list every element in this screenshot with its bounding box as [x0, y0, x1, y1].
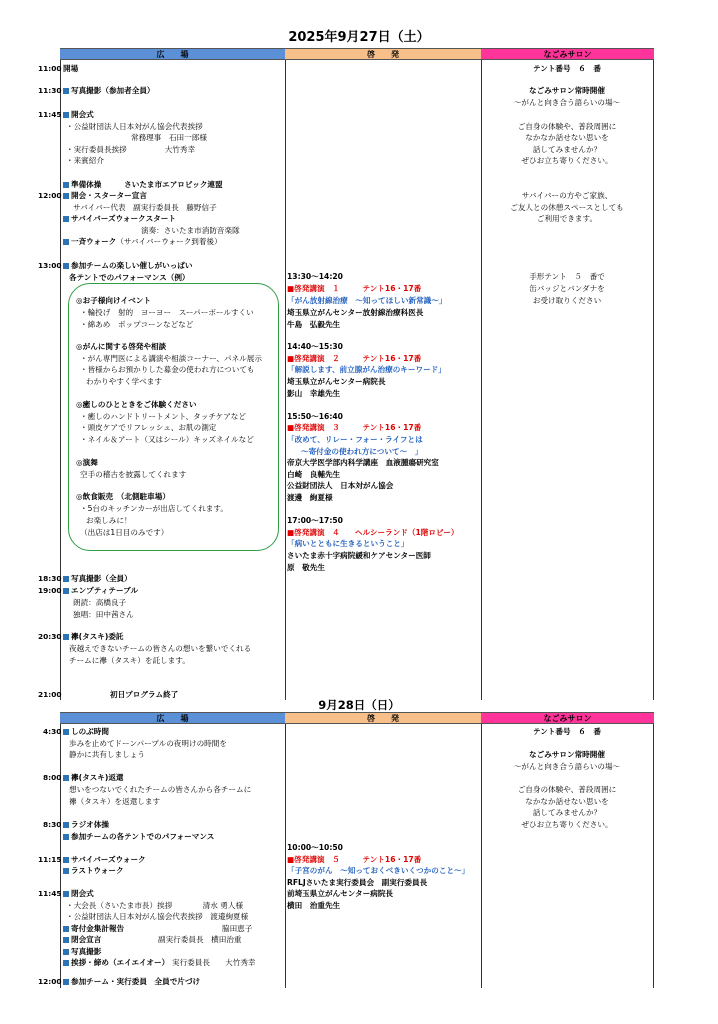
day1-salon-d4: ぜひお立ち寄りください。 [521, 156, 613, 165]
day1-ceremony-3: ・実行委員長挨拶 大竹秀幸 [66, 145, 196, 154]
day1-tasuki-row [63, 633, 124, 641]
day1-salon-b3: お受け取りください [532, 296, 602, 305]
day2-clean-row [63, 978, 200, 986]
square-bullet-icon [63, 775, 69, 781]
day1-header-keihatsu: 啓 発 [285, 48, 481, 60]
day2-photo-row [63, 948, 101, 956]
day2-header-keihatsu: 啓 発 [285, 712, 481, 724]
day2-donation: 寄付金集計報告 [71, 924, 125, 933]
lecture1-aff: 埼玉県立がんセンター放射線治療科医長 [287, 308, 424, 317]
day1-starter-sub: サバイバー代表 副実行委員長 藤野信子 [73, 203, 217, 212]
day2-photo: 写真撮影 [71, 947, 102, 956]
square-bullet-icon [63, 937, 69, 943]
square-bullet-icon [63, 216, 69, 222]
day1-salon-open-sub: ～がんと向き合う語らいの場～ [513, 98, 621, 107]
day2-lastwalk-row [63, 867, 124, 875]
day1-end: 初日プログラム終了 [110, 690, 179, 699]
day2-radio: ラジオ体操 [71, 820, 109, 829]
day1-tasuki: 襷(タスキ)委託 [71, 632, 124, 641]
lecture3-head: ■啓発講演 ３ テント16・17番 [287, 423, 422, 432]
day2-donation-row [63, 925, 124, 933]
day2-tasuki-2: 襷（タスキ）を返還します [69, 797, 161, 806]
day1-time-1145: 11:45 [38, 110, 62, 119]
lecture2-title: 「解説します、前立腺がん治療のキーワード」 [287, 365, 446, 374]
lecture1-head: ■啓発講演 １ テント16・17番 [287, 284, 422, 293]
day2-time-1145: 11:45 [38, 889, 62, 898]
day1-cancer-3: わかりやすく学べます [86, 377, 162, 386]
day1-tasuki-2: チームに襷（タスキ）を託します。 [69, 656, 190, 665]
day1-empty: エンプティテーブル [71, 586, 139, 595]
day1-time-1200: 12:00 [38, 191, 62, 200]
day1-divider-right [481, 60, 482, 700]
day1-time-1830: 18:30 [38, 574, 62, 583]
day1-photo2: 写真撮影（全員） [71, 574, 132, 583]
day1-karate-1: 空手の稽古を披露してくれます [80, 470, 187, 479]
day2-swalk: サバイバーズウォーク [71, 855, 146, 864]
day2-shinobu-row [63, 728, 109, 736]
day1-salon-open: なごみサロン常時開催 [529, 86, 605, 95]
day1-salon-s3: ご利用できます。 [536, 214, 598, 223]
day1-walk-row [63, 238, 222, 246]
day2-decl: 閉会宣言 [71, 935, 102, 944]
day2-greet: 挨拶・締め（エイエイオー） [71, 958, 170, 967]
square-bullet-icon [63, 868, 69, 874]
lecture3-name2: 渡邊 絢夏様 [287, 493, 333, 502]
day1-ceremony-1: ・公益財団法人日本対がん協会代表挨拶 [66, 122, 203, 131]
lecture5-title: 「子宮のがん ～知っておくべきいくつかのこと～」 [287, 866, 470, 875]
day2-closing-row [63, 890, 94, 898]
day1-header-hiroba: 広 場 [60, 48, 285, 60]
day2-header-hiroba: 広 場 [60, 712, 285, 724]
lecture3-aff2: 公益財団法人 日本対がん協会 [287, 481, 394, 490]
lecture4-aff: さいたま赤十字病院緩和ケアセンター医師 [287, 551, 431, 560]
day2-salon-open: なごみサロン常時開催 [529, 750, 605, 759]
square-bullet-icon [63, 588, 69, 594]
square-bullet-icon [63, 834, 69, 840]
square-bullet-icon [63, 891, 69, 897]
day2-title: 9月28日（日） [318, 698, 400, 712]
day1-empty-2: 独唱：田中茜さん [73, 610, 134, 619]
square-bullet-icon [63, 239, 69, 245]
day2-closing-2: ・公益財団法人日本対がん協会代表挨拶 渡邉絢夏様 [66, 912, 249, 921]
day1-salon-d3: 話してみませんか？ [532, 145, 602, 154]
day2-salon-d4: ぜひお立ち寄りください。 [521, 820, 613, 829]
lecture5-aff2: 前埼玉県立がんセンター病院長 [287, 889, 394, 898]
square-bullet-icon [63, 949, 69, 955]
day1-ceremony: 開会式 [71, 110, 94, 119]
day1-food-3: （出店は1日目のみです） [80, 528, 169, 537]
day1-open: 開場 [63, 64, 79, 73]
day1-cancer-1: ・がん専門医による講演や相談コーナー、パネル展示 [80, 354, 262, 363]
lecture2-name: 影山 幸雄先生 [287, 389, 341, 398]
day1-teams-row [63, 262, 193, 270]
lecture5-head: ■啓発講演 ５ テント16・17番 [287, 855, 422, 864]
day2-swalk-row [63, 856, 146, 864]
day2-perf: 参加チームの各テントでのパフォーマンス [71, 832, 215, 841]
day2-closing: 閉会式 [71, 889, 94, 898]
day1-kids-2: ・綿あめ ポップコーンなどなど [80, 320, 194, 329]
day1-salon-tent: テント番号 ６ 番 [533, 64, 601, 73]
lecture3-aff: 帝京大学医学部内科学講座 血液腫瘍研究室 [287, 458, 439, 467]
day1-starter: 開会・スターター宣言 [71, 191, 147, 200]
day2-tasuki-1: 想いをつないでくれたチームの皆さんから各チームに [69, 785, 252, 794]
day1-swalk-row [63, 215, 176, 223]
day1-exercise-row [63, 181, 223, 189]
day1-kids: ◎お子様向けイベント [76, 296, 151, 305]
lecture4-time: 17:00～17:50 [287, 516, 343, 525]
day1-time-1130: 11:30 [38, 86, 62, 95]
day1-photo-row [63, 87, 155, 95]
day1-relax: ◎癒しのひとときをご体験ください [76, 400, 197, 409]
square-bullet-icon [63, 960, 69, 966]
day1-empty-row [63, 587, 138, 595]
day1-divider-mid [285, 60, 286, 700]
day1-time-2030: 20:30 [38, 632, 62, 641]
day1-empty-1: 朗読：高橋良子 [73, 598, 127, 607]
day2-radio-row [63, 821, 109, 829]
day2-time-800: 8:00 [43, 773, 62, 782]
day1-salon-s2: ご友人との休憩スペースとしても [510, 203, 624, 212]
day2-time-430: 4:30 [43, 727, 62, 736]
lecture5-time: 10:00～10:50 [287, 843, 343, 852]
day2-decl-row [63, 936, 101, 944]
day2-shinobu-1: 歩みを止めてドーンパープルの夜明けの時間を [69, 739, 227, 748]
day1-relax-1: ・癒しのハンドトリートメント、タッチケアなど [80, 412, 246, 421]
square-bullet-icon [63, 576, 69, 582]
lecture4-head: ■啓発講演 ４ ヘルシーランド（1階ロビー） [287, 528, 459, 537]
day2-donation-name: 脇田恵子 [222, 924, 253, 933]
lecture5-name: 横田 治重先生 [287, 901, 341, 910]
day1-ceremony-row [63, 111, 94, 119]
day1-salon-b1: 手形テント ５ 番で [529, 272, 605, 281]
lecture1-time: 13:30～14:20 [287, 272, 343, 281]
lecture3-time: 15:50～16:40 [287, 412, 343, 421]
day1-exercise: 準備体操 さいたま市エアロビック連盟 [71, 180, 223, 189]
lecture4-title: 「病いとともに生きるということ」 [287, 539, 409, 548]
day2-salon-d1: ご自身の体験や、普段周囲に [517, 785, 617, 794]
day2-perf-row [63, 833, 214, 841]
lecture1-title: 「がん放射線治療 ～知ってほしい新常識～」 [287, 296, 447, 305]
day1-swalk-sub: 演奏：さいたま市消防音楽隊 [141, 226, 240, 235]
day2-salon-open-sub: ～がんと向き合う語らいの場～ [513, 762, 621, 771]
square-bullet-icon [63, 822, 69, 828]
day2-shinobu: しのぶ時間 [71, 727, 109, 736]
day2-salon-tent: テント番号 ６ 番 [533, 727, 601, 736]
day2-shinobu-2: 静かに共有しましょう [69, 750, 145, 759]
lecture4-name: 原 敬先生 [287, 563, 325, 572]
lecture2-head: ■啓発講演 ２ テント16・17番 [287, 354, 422, 363]
day1-food: ◎飲食販売 （北側駐車場） [76, 492, 170, 501]
day2-salon-d3: 話してみませんか？ [532, 808, 602, 817]
day1-ceremony-4: ・来賓紹介 [66, 156, 104, 165]
lecture3-name: 白崎 良輔先生 [287, 470, 341, 479]
day1-photo2-row [63, 575, 132, 583]
day1-tasuki-1: 夜越えできないチームの皆さんの想いを繋いでくれる [69, 644, 252, 653]
square-bullet-icon [63, 193, 69, 199]
square-bullet-icon [63, 729, 69, 735]
day1-time-1900: 19:00 [38, 586, 62, 595]
day2-greet-row [63, 959, 169, 967]
day2-tasuki-row [63, 774, 124, 782]
day1-teams: 参加チームの楽しい催しがいっぱい [71, 261, 193, 270]
day1-salon-d1: ご自身の体験や、普段周囲に [517, 122, 617, 131]
lecture5-aff1: RFLJさいたま実行委員会 副実行委員長 [287, 878, 428, 887]
day1-cancer-2: ・皆様からお預かりした募金の使われ方についても [80, 365, 255, 374]
day2-divider-mid [285, 724, 286, 988]
square-bullet-icon [63, 979, 69, 985]
day2-closing-1: ・大会長（さいたま市長）挨拶 清水 勇人様 [66, 901, 244, 910]
day1-salon-b2: 缶バッジとバンダナを [529, 284, 605, 293]
day2-tasuki: 襷(タスキ)返還 [71, 773, 124, 782]
day2-divider-end [653, 724, 654, 988]
day1-time-2100: 21:00 [38, 690, 62, 699]
day2-salon-d2: なかなか話せない思いを [525, 797, 609, 806]
day1-food-2: お楽しみに！ [86, 516, 132, 525]
day1-kids-1: ・輪投げ 射的 ヨーヨー スーパーボールすくい [80, 308, 254, 317]
lecture1-name: 牛島 弘毅先生 [287, 320, 341, 329]
day1-cancer: ◎がんに関する啓発や相談 [76, 342, 167, 351]
day1-swalk: サバイバーズウォークスタート [71, 214, 176, 223]
day1-walk: 一斉ウォーク [71, 237, 117, 246]
lecture3-title: 「改めて、リレー・フォー・ライフとは [287, 435, 423, 444]
day1-walk-sub: （サバイバーウォーク到着後） [116, 237, 222, 246]
lecture2-aff: 埼玉県立がんセンター病院長 [287, 377, 386, 386]
square-bullet-icon [63, 857, 69, 863]
day1-relax-2: ・頭皮ケアでリフレッシュ、お肌の測定 [80, 423, 217, 432]
day1-photo: 写真撮影（参加者全員） [71, 86, 155, 95]
day1-salon-s1: サバイバーの方やご家族、 [521, 191, 613, 200]
day2-time-1115: 11:15 [38, 855, 62, 864]
square-bullet-icon [63, 634, 69, 640]
lecture2-time: 14:40～15:30 [287, 342, 343, 351]
day1-teams-sub: 各テントでのパフォーマンス（例） [69, 273, 190, 282]
day1-divider-left [60, 60, 61, 700]
day2-lastwalk: ラストウォーク [71, 866, 124, 875]
square-bullet-icon [63, 926, 69, 932]
day1-starter-row [63, 192, 147, 200]
day2-header-salon: なごみサロン [481, 712, 654, 724]
day1-karate: ◎演舞 [76, 458, 98, 467]
lecture3-title2: ～寄付金の使われ方について～ 」 [301, 447, 423, 456]
day1-title: 2025年9月27日（土） [288, 30, 430, 45]
day1-header-salon: なごみサロン [481, 48, 654, 60]
day2-time-1200: 12:00 [38, 977, 62, 986]
day2-greet-name: 実行委員長 大竹秀幸 [172, 958, 256, 967]
day1-time-1300: 13:00 [38, 261, 62, 270]
day1-ceremony-2: 常務理事 石田一郎様 [131, 133, 207, 142]
square-bullet-icon [63, 88, 69, 94]
day1-salon-d2: なかなか話せない思いを [525, 133, 609, 142]
day1-relax-3: ・ネイル＆アート（又はシール）キッズネイルなど [80, 435, 254, 444]
square-bullet-icon [63, 182, 69, 188]
day2-time-830: 8:30 [43, 820, 62, 829]
day1-food-1: ・5台のキッチンカーが出店してくれます。 [80, 504, 228, 513]
day2-clean: 参加チーム・実行委員 全員で片づけ [71, 977, 201, 986]
day1-divider-end [653, 60, 654, 700]
day2-decl-name: 副実行委員長 横田治重 [158, 935, 242, 944]
square-bullet-icon [63, 112, 69, 118]
day1-time-1100: 11:00 [38, 64, 62, 73]
square-bullet-icon [63, 263, 69, 269]
